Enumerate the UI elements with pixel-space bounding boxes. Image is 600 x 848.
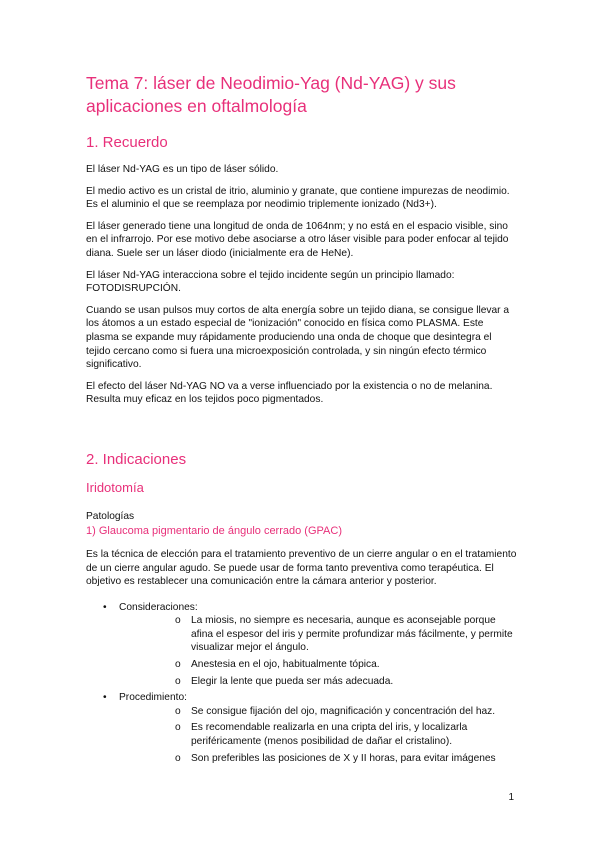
patologias-label: Patologías	[86, 510, 135, 522]
bullet-list	[86, 601, 518, 766]
list-item	[86, 601, 518, 689]
subheading-iridotomia: Iridotomía	[86, 479, 144, 495]
paragraph: Cuando se usan pulsos muy cortos de alta energía sobre un tejido diana, se consigue llevar a los átomos a un estado especial de "ionización" conocido en física como PLASMA. Este plasma se expande muy rápidamente produciendo una onda de choque que desintegra el tejido cercano como si fuera una microexposición controlada, y sin ningún efecto térmico significativo.	[86, 304, 510, 371]
section-heading-indicaciones: 2. Indicaciones	[86, 450, 187, 468]
sub-list-item	[119, 614, 518, 655]
sub-list	[119, 614, 518, 688]
paragraph: El medio activo es un cristal de itrio, aluminio y granate, que contiene impurezas de neodimio. Es el aluminio el que se reemplaza por neodimio triplemente ionizado (Nd3+).	[86, 185, 510, 211]
list-item	[86, 691, 518, 765]
paragraph: El láser generado tiene una longitud de onda de 1064nm; y no está en el espacio visible, sino en el infrarrojo. Por ese motivo debe asociarse a otro láser visible para poder enfocar al tejido diana. Suele ser un láser diodo (inicialmente era de HeNe).	[86, 220, 509, 259]
circle-bullet-icon: o	[175, 705, 181, 717]
list-item-label: Consideraciones:	[119, 601, 198, 613]
sub-list-item-text: Es recomendable realizarla en una cripta del iris, y localizarla periféricamente (menos posibilidad de dañar el cristalino).	[191, 722, 468, 748]
list-item-label: Procedimiento:	[119, 692, 187, 704]
circle-bullet-icon: o	[175, 752, 181, 764]
sub-list-item	[119, 658, 518, 672]
sub-list-item	[119, 675, 518, 689]
paragraph: El láser Nd-YAG interacciona sobre el tejido incidente según un principio llamado: FOTODISRUPCIÓN.	[86, 269, 455, 295]
bullet-icon: •	[103, 601, 107, 613]
sub-list-item-text: Se consigue fijación del ojo, magnificación y concentración del haz.	[191, 705, 496, 717]
condition-heading: 1) Glaucoma pigmentario de ángulo cerrado (GPAC)	[86, 524, 342, 537]
sub-list-item	[119, 705, 518, 719]
circle-bullet-icon: o	[175, 615, 181, 627]
bullet-icon: •	[103, 692, 107, 704]
section-heading-recuerdo: 1. Recuerdo	[86, 134, 168, 151]
document-title: Tema 7: láser de Neodimio-Yag (Nd-YAG) y sus aplicaciones en oftalmología	[86, 73, 456, 116]
sub-list-item-text: Son preferibles las posiciones de X y II horas, para evitar imágenes	[191, 752, 496, 764]
document-page	[86, 72, 518, 768]
sub-list	[119, 705, 518, 765]
sub-list-item	[119, 721, 518, 748]
sub-list-item-text: Elegir la lente que pueda ser más adecuada.	[191, 675, 394, 687]
circle-bullet-icon: o	[175, 659, 181, 671]
paragraph: Es la técnica de elección para el tratamiento preventivo de un cierre angular o en el tratamiento de un cierre angular agudo. Se puede usar de forma tanto preventiva como terapéutica. El objetivo es restablecer una comunicación entre la cámara anterior y posterior.	[86, 548, 517, 588]
paragraph: El láser Nd-YAG es un tipo de láser sólido.	[86, 164, 279, 175]
sub-list-item-text: Anestesia en el ojo, habitualmente tópica.	[191, 659, 380, 671]
paragraph: El efecto del láser Nd-YAG NO va a verse influenciado por la existencia o no de melanina. Resulta muy eficaz en los tejidos poco pigmentados.	[86, 380, 493, 406]
circle-bullet-icon: o	[175, 722, 181, 734]
sub-list-item-text: La miosis, no siempre es necesaria, aunque es aconsejable porque afina el espesor del iris y permite profundizar más fácilmente, y permite visualizar mejor el ángulo.	[191, 615, 513, 654]
page-number: 1	[508, 792, 514, 803]
sub-list-item	[119, 752, 518, 766]
circle-bullet-icon: o	[175, 675, 181, 687]
